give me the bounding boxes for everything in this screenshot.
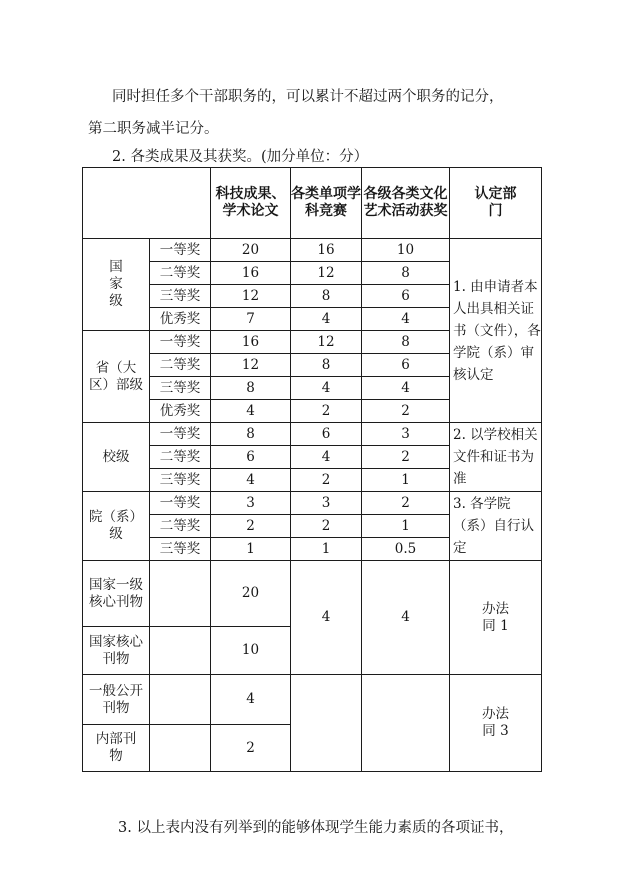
value-cell: 12 <box>291 262 362 285</box>
value-cell: 2 <box>362 446 450 469</box>
pub-name: 国家核心刊物 <box>83 627 150 675</box>
level-national: 国家级 <box>83 239 150 331</box>
value-cell: 2 <box>211 725 291 772</box>
table-row <box>83 423 542 446</box>
award-cell: 三等奖 <box>150 377 211 400</box>
award-cell: 二等奖 <box>150 262 211 285</box>
pub-empty-cell <box>291 675 362 772</box>
award-table <box>82 167 542 772</box>
value-cell: 4 <box>211 675 291 725</box>
value-cell: 8 <box>211 377 291 400</box>
value-cell: 0.5 <box>362 538 450 561</box>
award-cell: 二等奖 <box>150 446 211 469</box>
value-cell: 10 <box>211 627 291 675</box>
value-cell: 6 <box>291 423 362 446</box>
pub-empty-cell <box>150 627 211 675</box>
table-row <box>83 492 542 515</box>
dept-rule-1: 1. 由申请者本人出具相关证书（文件），各学院（系）审核认定 <box>450 239 542 423</box>
header-corner <box>83 168 211 239</box>
value-cell: 2 <box>291 469 362 492</box>
value-cell: 16 <box>211 331 291 354</box>
value-cell: 4 <box>211 400 291 423</box>
level-school: 校级 <box>83 423 150 492</box>
pub-empty-cell <box>150 675 211 725</box>
award-cell: 一等奖 <box>150 239 211 262</box>
value-cell: 8 <box>362 331 450 354</box>
table-row <box>83 239 542 262</box>
award-cell: 二等奖 <box>150 515 211 538</box>
value-cell: 10 <box>362 239 450 262</box>
award-cell: 三等奖 <box>150 469 211 492</box>
award-cell: 二等奖 <box>150 354 211 377</box>
value-cell: 12 <box>211 354 291 377</box>
value-cell: 4 <box>291 561 362 675</box>
table-row <box>83 675 542 725</box>
value-cell: 6 <box>211 446 291 469</box>
value-cell: 3 <box>291 492 362 515</box>
value-cell: 3 <box>211 492 291 515</box>
header-dept: 认定部门 <box>450 168 542 239</box>
award-cell: 一等奖 <box>150 331 211 354</box>
value-cell: 1 <box>362 469 450 492</box>
value-cell: 1 <box>211 538 291 561</box>
value-cell: 2 <box>291 515 362 538</box>
award-cell: 一等奖 <box>150 423 211 446</box>
value-cell: 2 <box>291 400 362 423</box>
award-cell: 三等奖 <box>150 538 211 561</box>
value-cell: 16 <box>211 262 291 285</box>
table-row <box>83 561 542 627</box>
value-cell: 4 <box>362 561 450 675</box>
value-cell: 12 <box>291 331 362 354</box>
dept-rule-pub-2: 办法同 3 <box>450 675 542 772</box>
value-cell: 1 <box>362 515 450 538</box>
award-cell: 优秀奖 <box>150 400 211 423</box>
value-cell: 4 <box>291 377 362 400</box>
value-cell: 4 <box>291 308 362 331</box>
pub-name: 一般公开刊物 <box>83 675 150 725</box>
value-cell: 16 <box>291 239 362 262</box>
value-cell: 2 <box>362 400 450 423</box>
award-cell: 优秀奖 <box>150 308 211 331</box>
dept-rule-2: 2. 以学校相关文件和证书为准 <box>450 423 542 492</box>
value-cell: 8 <box>291 285 362 308</box>
header-competition: 各类单项学科竞赛 <box>291 168 362 239</box>
pub-name: 国家一级核心刊物 <box>83 561 150 627</box>
value-cell: 20 <box>211 561 291 627</box>
level-college: 院（系）级 <box>83 492 150 561</box>
dept-rule-3: 3. 各学院（系）自行认定 <box>450 492 542 561</box>
footer-line: 3. 以上表内没有列举到的能够体现学生能力素质的各项证书， <box>118 820 514 836</box>
award-cell: 三等奖 <box>150 285 211 308</box>
table-header-row <box>83 168 542 239</box>
level-provincial: 省（大区）部级 <box>83 331 150 423</box>
value-cell: 4 <box>362 377 450 400</box>
pub-name: 内部刊物 <box>83 725 150 772</box>
value-cell: 2 <box>362 492 450 515</box>
section-title: 2. 各类成果及其获奖。(加分单位：分） <box>112 149 369 165</box>
intro-line-2: 第二职务减半记分。 <box>88 121 219 137</box>
pub-empty-cell <box>150 725 211 772</box>
value-cell: 1 <box>291 538 362 561</box>
value-cell: 8 <box>211 423 291 446</box>
pub-empty-cell <box>150 561 211 627</box>
value-cell: 7 <box>211 308 291 331</box>
value-cell: 8 <box>291 354 362 377</box>
value-cell: 2 <box>211 515 291 538</box>
value-cell: 12 <box>211 285 291 308</box>
dept-rule-pub-1: 办法同 1 <box>450 561 542 675</box>
value-cell: 4 <box>291 446 362 469</box>
value-cell: 3 <box>362 423 450 446</box>
award-cell: 一等奖 <box>150 492 211 515</box>
header-tech: 科技成果、学术论文 <box>211 168 291 239</box>
header-art: 各级各类文化艺术活动获奖 <box>362 168 450 239</box>
value-cell: 4 <box>211 469 291 492</box>
value-cell: 8 <box>362 262 450 285</box>
value-cell: 20 <box>211 239 291 262</box>
value-cell: 6 <box>362 285 450 308</box>
value-cell: 4 <box>362 308 450 331</box>
value-cell: 6 <box>362 354 450 377</box>
pub-empty-cell <box>362 675 450 772</box>
intro-line-1: 同时担任多个干部职务的，可以累计不超过两个职务的记分， <box>112 89 504 105</box>
